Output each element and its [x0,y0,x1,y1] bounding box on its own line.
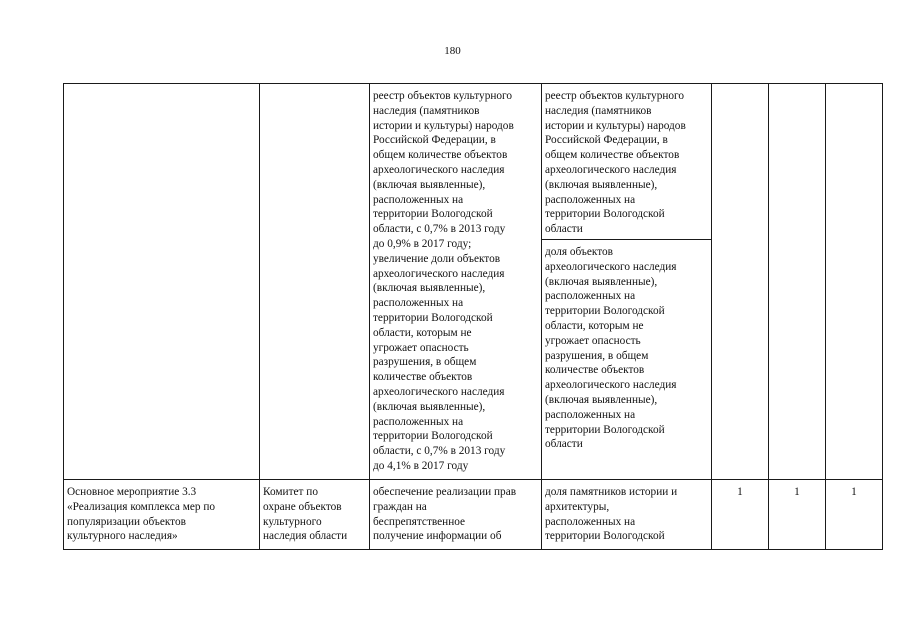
activity-name-text: Основное мероприятие 3.3 «Реализация комплекса мер по популяризации объектов культурного наследия» [67,486,216,543]
page-number: 180 [444,45,461,57]
value-cell: 1 [712,480,769,550]
indicator-text: доля объектов археологического наследия (включая выявленные), расположенных на территории Вологодской области, которым не угрожает опасность разрушения, в общем количестве объектов археологического наследия (включая выявленные), расположенных на территории Вологодской области [545,246,677,451]
expected-result-cell [370,480,542,550]
program-table [63,83,883,550]
activity-name-cell [64,480,260,550]
indicator-text: реестр объектов культурного наследия (памятников истории и культуры) народов Российской Федерации, в общем количестве объектов археологического наследия (включая выявленные), расположенных на территории Вологодской области [545,90,686,236]
expected-result-text: обеспечение реализации прав граждан на беспрепятственное получение информации об [373,486,517,543]
table-cell-empty [712,84,769,480]
indicator-cell [542,240,712,480]
executor-text: Комитет по охране объектов культурного наследия области [263,486,348,543]
table-cell-empty [769,84,826,480]
target-indicator-text: реестр объектов культурного наследия (памятников истории и культуры) народов Российской Федерации, в общем количестве объектов археологического наследия (включая выявленные), расположенных на территории Вологодской области, с 0,7% в 2013 году до 0,9% в 2017 году; увеличение доли объектов археологического наследия (включая выявленные), расположенных на территории Вологодской области, которым не угрожает опасность разрушения, в общем количестве объектов археологического наследия (включая выявленные), расположенных на территории Вологодской области, с 0,7% в 2013 году до 4,1% в 2017 году [373,90,514,472]
indicator-text: доля памятников истории и архитектуры, расположенных на территории Вологодской [545,486,678,543]
table-cell-empty [826,84,883,480]
table-cell-empty [64,84,260,480]
table-cell-empty [260,84,370,480]
value-cell: 1 [769,480,826,550]
executor-cell [260,480,370,550]
table-row [64,84,883,240]
indicator-cell [542,480,712,550]
indicator-cell [542,84,712,240]
value-cell: 1 [826,480,883,550]
target-indicator-cell [370,84,542,480]
table-row [64,480,883,550]
